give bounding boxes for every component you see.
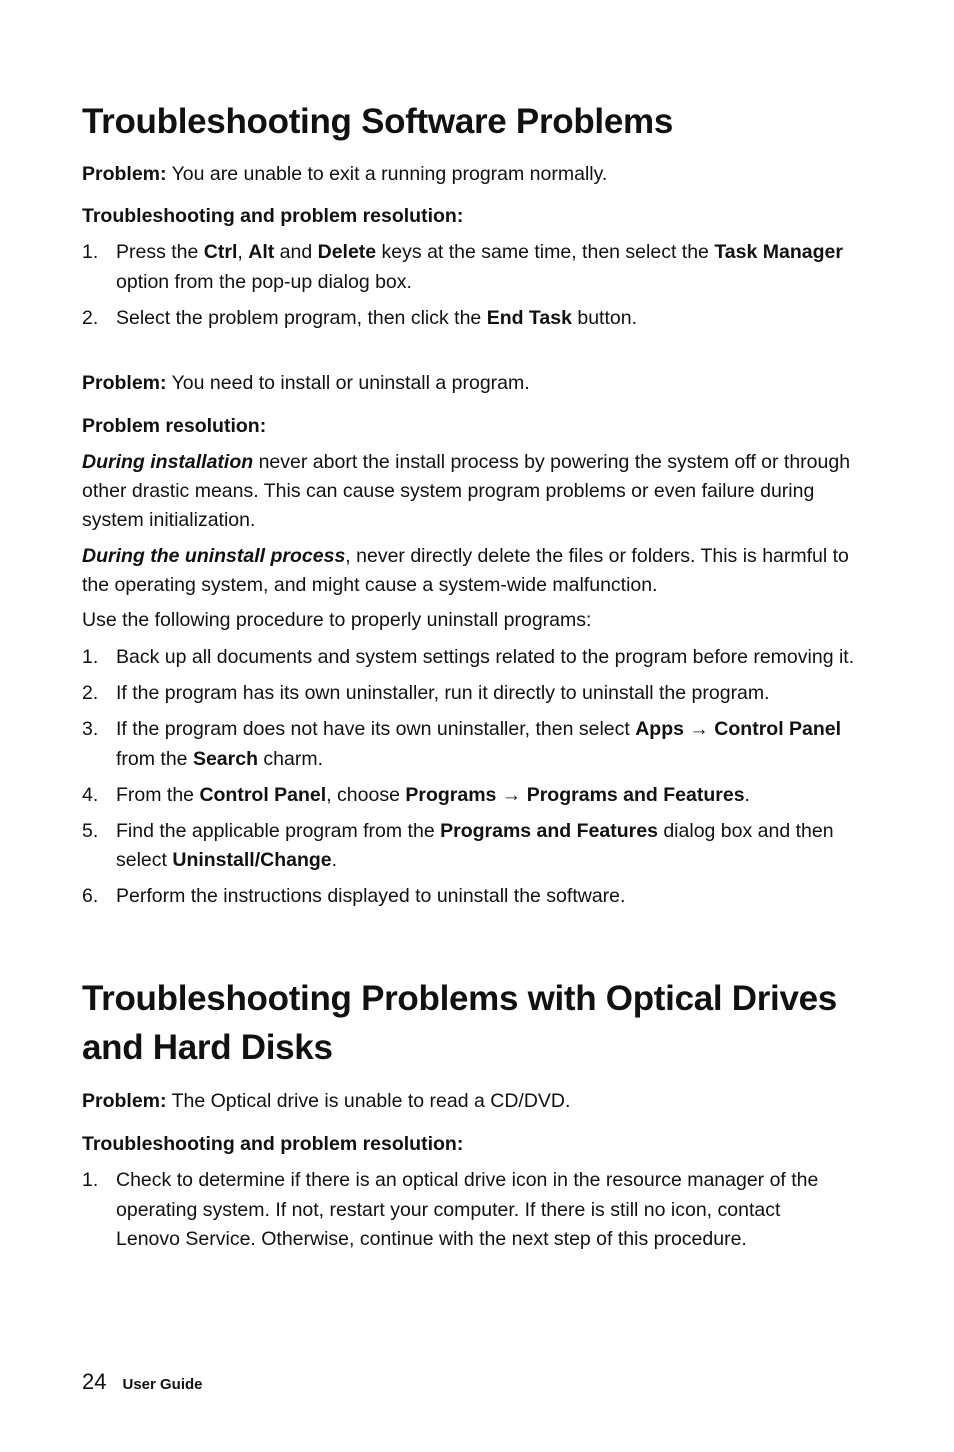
key-ctrl: Ctrl [203, 241, 238, 263]
list-number: 4. [82, 783, 99, 806]
step-text: . [331, 849, 338, 871]
step-text: , [237, 241, 249, 263]
ordered-list [82, 1166, 822, 1261]
guide-label: User Guide [122, 1376, 203, 1393]
list-number: 2. [82, 306, 99, 329]
problem-label: Problem: [82, 372, 167, 394]
list-item [82, 817, 857, 876]
list-number: 3. [82, 718, 99, 740]
list-number: 1. [82, 646, 99, 668]
body-text [82, 448, 857, 642]
page-footer [82, 1366, 203, 1401]
list-item [82, 781, 857, 811]
list-number: 2. [82, 682, 99, 704]
list-item [82, 1166, 822, 1255]
list-item [82, 715, 857, 774]
control-panel-term: Control Panel [199, 783, 327, 806]
section-heading-software: Troubleshooting Software Problems [82, 102, 673, 141]
page-number: 24 [82, 1369, 107, 1394]
list-item [82, 643, 857, 673]
apps-control-panel-term: Apps → Control Panel [635, 718, 842, 740]
step-text: If the program has its own uninstaller, run it directly to uninstall the program. [116, 682, 770, 704]
list-item [82, 882, 857, 912]
step-text: . [744, 783, 750, 806]
step-text: From the [116, 783, 200, 806]
step-text: Select the problem program, then click the [116, 306, 487, 329]
list-item [82, 679, 857, 709]
step-text: and [274, 241, 318, 263]
step-text: keys at the same time, then select the [376, 241, 715, 263]
end-task-term: End Task [486, 306, 572, 329]
step-text: dialog box and then select [116, 819, 834, 871]
list-number: 6. [82, 885, 99, 907]
uninstall-change-term: Uninstall/Change [172, 849, 332, 871]
search-term: Search [192, 747, 258, 770]
step-text: Back up all documents and system settings related to the program before removing it. [116, 646, 855, 668]
problem-text: The Optical drive is unable to read a CD/DVD. [166, 1090, 571, 1112]
resolution-heading: Troubleshooting and problem resolution: [82, 205, 464, 227]
problem-text: You need to install or uninstall a program. [166, 372, 530, 394]
paragraph [82, 448, 857, 535]
step-text: button. [571, 306, 637, 329]
problem-statement [82, 1087, 857, 1116]
programs-features-term: Programs → Programs and Features [405, 783, 745, 806]
ordered-list [82, 643, 857, 918]
step-text: Check to determine if there is an optical drive icon in the resource manager of the operating system. If not, restart your computer. If there is still no icon, contact Lenovo Service. Otherwise, continue with the next step of this procedure. [116, 1169, 819, 1250]
list-item [82, 238, 857, 297]
list-item [82, 304, 857, 334]
ordered-list [82, 238, 857, 340]
step-text: Find the applicable program from the [116, 819, 441, 842]
step-text: Press the [116, 241, 204, 263]
section-heading-optical: Troubleshooting Problems with Optical Drives and Hard Disks [82, 979, 837, 1067]
step-text: charm. [258, 747, 324, 770]
step-text: If the program does not have its own uninstaller, then select [116, 718, 636, 740]
list-number: 1. [82, 241, 99, 263]
resolution-heading: Problem resolution: [82, 415, 267, 437]
step-text: option from the pop-up dialog box. [116, 270, 412, 293]
key-delete: Delete [317, 241, 377, 263]
programs-features-term: Programs and Features [440, 819, 658, 842]
step-text: , choose [326, 783, 406, 806]
resolution-heading: Troubleshooting and problem resolution: [82, 1133, 464, 1155]
paragraph-text: never abort the install process by powering the system off or through other drastic means. This can cause system program problems or even failure during system initialization. [82, 451, 851, 531]
problem-label: Problem: [82, 163, 167, 185]
list-number: 5. [82, 819, 99, 842]
procedure-intro: Use the following procedure to properly uninstall programs: [82, 609, 592, 631]
problem-label: Problem: [82, 1090, 167, 1112]
paragraph [82, 542, 857, 600]
uninstall-lead: During the uninstall process [82, 544, 346, 567]
install-lead: During installation [82, 451, 254, 473]
paragraph-text: , never directly delete the files or folders. This is harmful to the operating system, and might cause a system-wide malfunction. [82, 544, 849, 596]
step-text: from the [116, 747, 193, 770]
key-alt: Alt [248, 241, 275, 263]
list-number: 1. [82, 1169, 99, 1191]
step-text: Perform the instructions displayed to uninstall the software. [116, 885, 626, 907]
problem-statement [82, 369, 857, 398]
task-manager-term: Task Manager [714, 241, 843, 263]
problem-text: You are unable to exit a running program normally. [166, 163, 608, 185]
problem-statement [82, 160, 857, 189]
